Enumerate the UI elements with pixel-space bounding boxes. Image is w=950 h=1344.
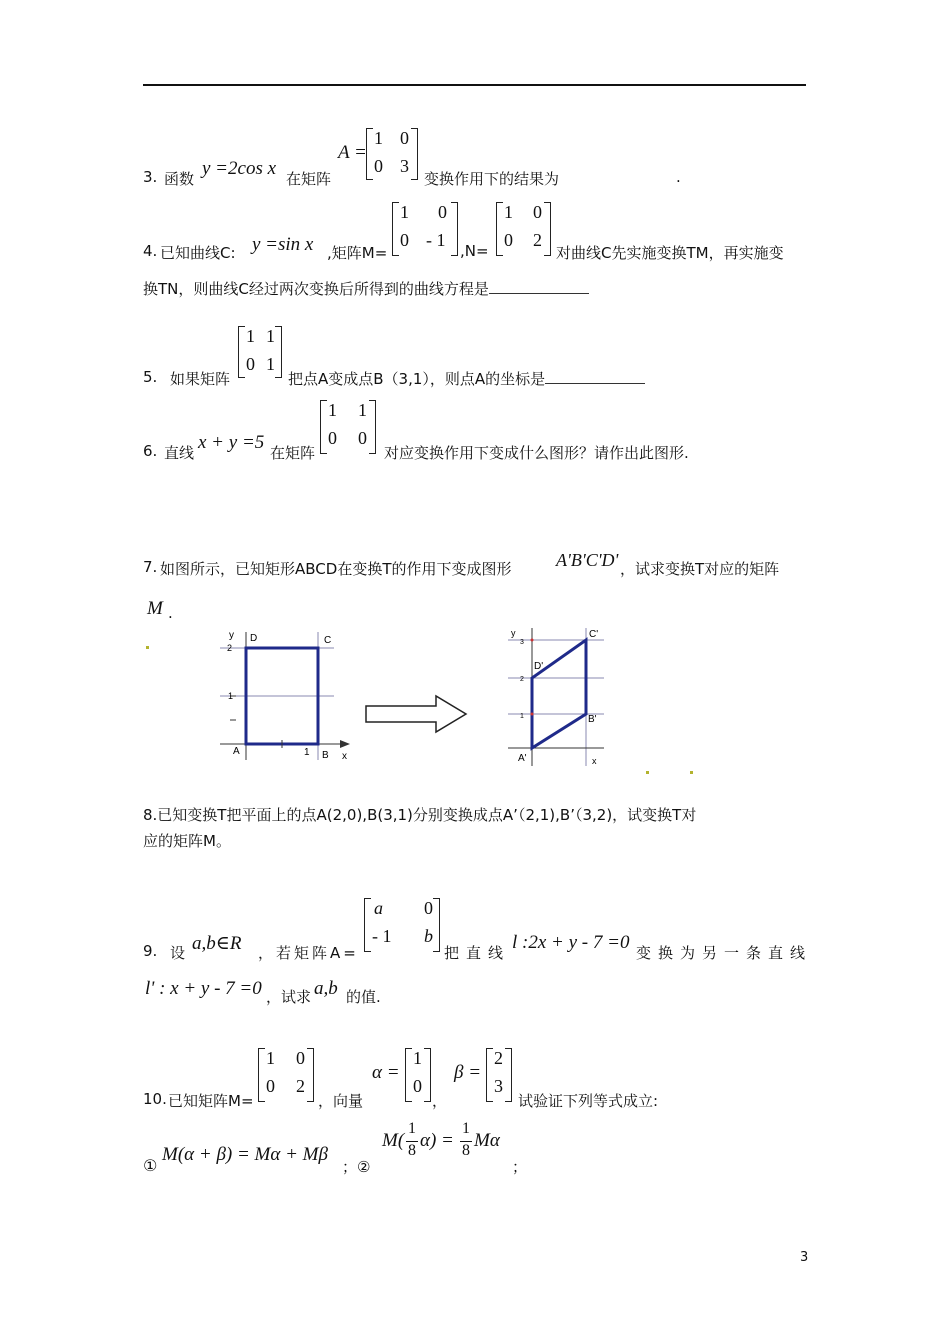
left-label-1: 1 xyxy=(304,747,310,758)
q5-number: 5. xyxy=(143,368,158,386)
q10-frac2-den: 8 xyxy=(462,1142,470,1159)
q3-text-1: 函数 xyxy=(164,170,195,188)
q3-text-3: 变换作用下的结果为 xyxy=(424,170,560,188)
q4-text-2: ,矩阵M= xyxy=(327,244,388,262)
right-label-3: 3 xyxy=(520,639,524,646)
q9-text-1: 设 xyxy=(170,944,186,962)
q10-text-3: 试验证下列等式成立: xyxy=(518,1092,659,1110)
q8-line-1: 8.已知变换T把平面上的点A(2,0),B(3,1)分别变换成点A’（2,1),B’（3,2)，试变换T对 xyxy=(143,806,697,824)
q4-number: 4. xyxy=(143,242,158,260)
q7-text-2: ，试求变换T对应的矩阵 xyxy=(620,560,780,578)
q6-text-2: 在矩阵 xyxy=(270,444,316,462)
q7-right-figure xyxy=(504,624,614,774)
right-label-D: D' xyxy=(534,661,544,672)
q10-circled-1: ① xyxy=(143,1156,158,1175)
left-label-D: D xyxy=(250,633,258,644)
right-label-x: x xyxy=(592,756,597,766)
q9-text-3: 把直线 xyxy=(444,944,511,962)
q4-matrix-N: 1 0 0 2 xyxy=(496,202,551,256)
q10-end: ； xyxy=(512,1158,528,1176)
q9-line-l: l :2x + y - 7 =0 xyxy=(512,932,630,953)
q10-vector-alpha: 1 0 xyxy=(405,1048,431,1102)
q3-matrix-lhs: A = xyxy=(338,142,367,163)
q6-matrix: 1 1 0 0 xyxy=(320,400,376,454)
q7-left-figure xyxy=(216,624,356,764)
scan-dot xyxy=(646,771,649,774)
q10-eq2-part3: Mα xyxy=(474,1130,500,1151)
q9-text-5: ，试求 xyxy=(266,988,312,1006)
left-label-B: B xyxy=(322,750,329,761)
q10-frac1-num: 1 xyxy=(408,1120,416,1137)
q3-end: . xyxy=(676,168,681,186)
q10-beta: β = xyxy=(454,1062,482,1083)
q9-text-6: 的值. xyxy=(346,988,381,1006)
page-number: 3 xyxy=(800,1250,809,1265)
q7-text-1: 如图所示，已知矩形ABCD在变换T的作用下变成图形 xyxy=(160,560,512,578)
q4-text-line-2: 换TN，则曲线C经过两次变换后所得到的曲线方程是 xyxy=(143,278,589,299)
left-label-2: 2 xyxy=(227,643,233,653)
q4-text-1: 已知曲线C: xyxy=(160,244,236,262)
q10-number: 10. xyxy=(143,1090,167,1108)
right-label-C: C' xyxy=(589,629,599,640)
q3-text-2: 在矩阵 xyxy=(286,170,332,188)
q10-equation-1: M(α + β) = Mα + Mβ xyxy=(162,1144,328,1165)
q3-matrix: 1 0 0 3 xyxy=(366,128,418,180)
q10-alpha: α = xyxy=(372,1062,400,1083)
q3-number: 3. xyxy=(143,168,158,186)
q6-text-3: 对应变换作用下变成什么图形？请作出此图形. xyxy=(384,444,689,462)
q6-text-1: 直线 xyxy=(164,444,195,462)
header-rule xyxy=(143,84,806,86)
q5-text-2: 把点A变成点B（3,1），则点A的坐标是 xyxy=(288,368,645,389)
q9-text-4: 变换为另一条直线 xyxy=(636,944,813,962)
q10-vector-beta: 2 3 xyxy=(486,1048,512,1102)
right-label-2: 2 xyxy=(520,676,524,683)
q10-eq2-part2: α) = xyxy=(420,1130,454,1151)
q10-comma: ， xyxy=(432,1092,448,1110)
q10-text-1: 已知矩阵M= xyxy=(168,1092,254,1110)
left-label-1y: 1 xyxy=(228,691,234,701)
right-label-B: B' xyxy=(588,714,597,725)
scan-dot xyxy=(146,646,149,649)
q9-text-2: ，若矩阵A= xyxy=(258,944,359,962)
q4-text-4: 对曲线C先实施变换TM，再实施变 xyxy=(556,244,784,262)
q4-curve: y =sin x xyxy=(252,234,314,255)
left-label-A: A xyxy=(233,746,240,757)
q6-number: 6. xyxy=(143,442,158,460)
q10-frac2-num: 1 xyxy=(462,1120,470,1137)
scan-dot xyxy=(690,771,693,774)
q4-matrix-M: 1 0 0 - 1 xyxy=(392,202,458,256)
left-label-y: y xyxy=(229,630,234,641)
q5-answer-blank[interactable] xyxy=(545,369,645,384)
left-label-C: C xyxy=(324,635,332,646)
q7-end: . xyxy=(168,604,173,622)
q10-eq2-part1: M( xyxy=(382,1130,405,1151)
q10-matrix-M: 1 0 0 2 xyxy=(258,1048,314,1102)
q9-condition: a,b∈R xyxy=(192,933,242,954)
q9-number: 9. xyxy=(143,942,158,960)
right-label-A: A' xyxy=(518,753,527,764)
q5-text-1: 如果矩阵 xyxy=(170,370,231,388)
q6-line-equation: x + y =5 xyxy=(198,432,265,453)
q10-frac1-den: 8 xyxy=(408,1142,416,1159)
q9-matrix: a 0 - 1 b xyxy=(364,898,440,952)
q9-line-l-prime: l' : x + y - 7 =0 xyxy=(145,978,262,999)
q3-function: y =2cos x xyxy=(202,158,277,179)
left-label-x: x xyxy=(342,751,347,762)
q7-figure-name: A'B'C'D' xyxy=(556,550,619,570)
q5-matrix: 1 1 0 1 xyxy=(238,326,282,378)
q7-number: 7. xyxy=(143,558,158,576)
q7-matrix-symbol: M xyxy=(147,598,163,619)
right-label-1: 1 xyxy=(520,713,524,720)
q9-variables: a,b xyxy=(314,978,338,999)
right-label-y: y xyxy=(511,628,516,638)
q4-answer-blank[interactable] xyxy=(489,279,589,294)
q10-text-2: ，向量 xyxy=(318,1092,364,1110)
q4-text-3: ,N= xyxy=(460,242,489,260)
q7-transform-arrow xyxy=(364,694,470,734)
q10-separator: ；② xyxy=(342,1158,371,1176)
q8-line-2: 应的矩阵M。 xyxy=(143,832,231,850)
